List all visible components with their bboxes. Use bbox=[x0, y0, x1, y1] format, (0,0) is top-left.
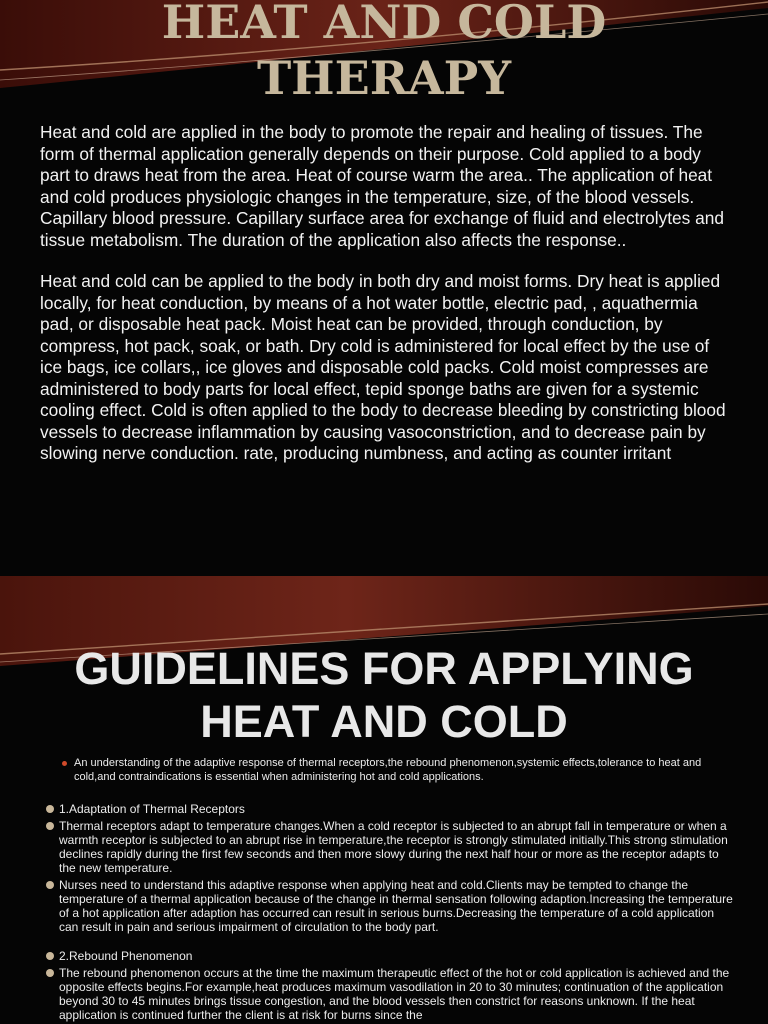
bullet-dot-icon bbox=[46, 822, 54, 830]
list-item bbox=[46, 878, 736, 934]
list-item bbox=[46, 949, 736, 963]
title-line-2: THERAPY bbox=[256, 51, 512, 105]
paragraph: Heat and cold can be applied to the body in both dry and moist forms. Dry heat is applied locally, for heat conduction, by means of a hot water bottle, electric pad, , aquathermia pad, or disposable heat pack. Moist heat can be provided, through conduction, by compress, hot pack, soak, or bath. Dry cold is administered for local effect by the use of ice bags, ice collars,, ice gloves and disposable cold packs. Cold moist compresses are administered to body parts for local effect, tepid sponge baths are given for a systemic cooling effect. Cold is often applied to the body to decrease bleeding by constricting blood vessels to decrease inflammation by causing vasoconstriction, and to decrease pain by slowing nerve conduction. rate, producing numbness, and acting as counter irritant bbox=[40, 271, 726, 463]
list-item bbox=[46, 802, 736, 816]
bullet-dot-icon bbox=[46, 969, 54, 977]
paragraph: Heat and cold are applied in the body to promote the repair and healing of tissues. The form of thermal application generally depends on their purpose. Cold applied to a body part to draws heat from the area. Heat of course warm the area.. The application of heat and cold produces physiologic changes in the temperature, size, of the blood vessels. Capillary blood pressure. Capillary surface area for exchange of fluid and electrolytes and tissue metabolism. The duration of the application also affects the response.. bbox=[40, 122, 724, 250]
list-item bbox=[46, 966, 736, 1022]
page-title bbox=[0, 0, 768, 106]
title-line-1: GUIDELINES FOR APPLYING bbox=[74, 643, 694, 694]
slide-body bbox=[46, 757, 736, 1024]
intro-bullet bbox=[46, 757, 736, 784]
list-item-text: Nurses need to understand this adaptive response when applying heat and cold.Clients may be tempted to change the temperature of a thermal application because of the change in thermal sensation following adaption.Increasing the temperature of a hot application after adaption has occurred can result in serious burns.Decreasing the temperature of a cold application can result in pain and serious impairment of circulation to the body part. bbox=[59, 878, 733, 934]
bullet-dot-icon bbox=[46, 805, 54, 813]
slide-guidelines bbox=[0, 576, 768, 1024]
intro-text: An understanding of the adaptive response of thermal receptors,the rebound phenomenon,systemic effects,tolerance to heat and cold,and contraindications is essential when administering hot and cold applications. bbox=[74, 757, 702, 783]
list-item-text: The rebound phenomenon occurs at the time the maximum therapeutic effect of the hot or cold application is achieved and the opposite effects begins.For example,heat produces maximum vasodilation in 20 to 30 minutes; continuation of the application beyond 30 to 45 minutes brings tissue congestion, and the blood vessels then constrict for reasons unknown. If the heat application is continued further the client is at risk for burns since the bbox=[59, 966, 730, 1022]
list-item-text: Thermal receptors adapt to temperature changes.When a cold receptor is subjected to an abrupt fall in temperature or when a warmth receptor is subjected to an abrupt rise in temperature,the receptor is strongly stimulated initially.This strong stimulation declines rapidly during the first few seconds and then more slowy during the next half hour or more as the receptor adapts to the new temperature. bbox=[59, 819, 728, 875]
bullet-dot-icon bbox=[46, 952, 54, 960]
list-item-text: 2.Rebound Phenomenon bbox=[59, 949, 193, 963]
list-item-text: 1.Adaptation of Thermal Receptors bbox=[59, 802, 245, 816]
slide-body bbox=[40, 122, 730, 485]
list-item bbox=[46, 819, 736, 875]
title-line-2: HEAT AND COLD bbox=[200, 696, 568, 747]
bullet-dot-icon bbox=[46, 881, 54, 889]
title-line-1: HEAT AND COLD bbox=[161, 0, 607, 49]
section-title bbox=[0, 642, 768, 748]
bullet-dot-icon bbox=[62, 761, 67, 766]
